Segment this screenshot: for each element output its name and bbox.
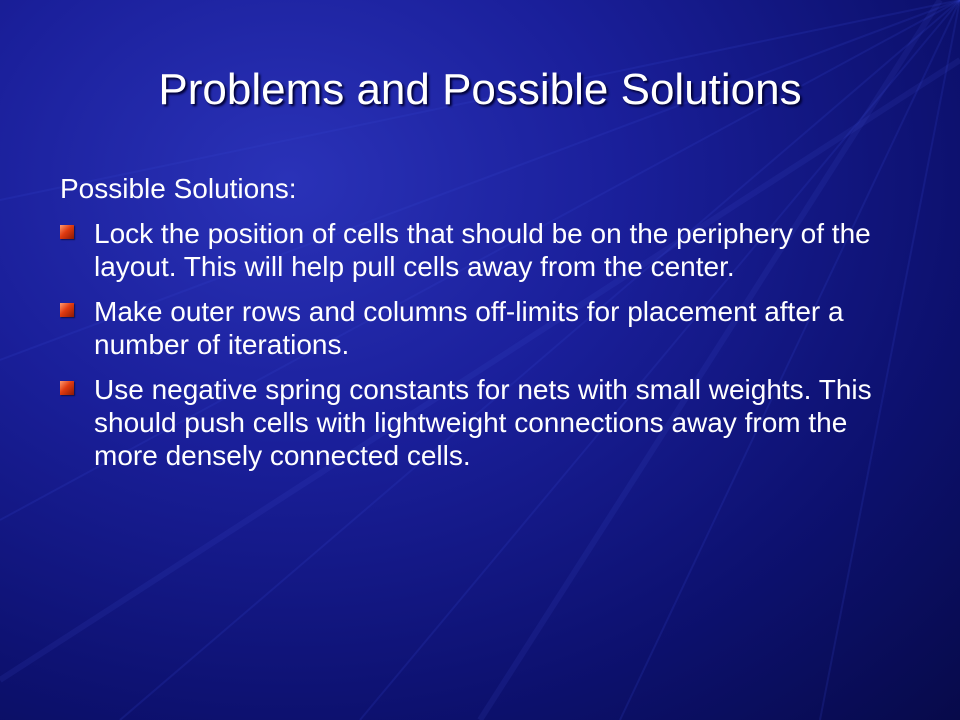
list-item — [60, 373, 880, 472]
square-bullet-icon — [60, 381, 74, 395]
slide-title: Problems and Possible Solutions — [158, 65, 802, 114]
list-item — [60, 217, 880, 283]
slide-body — [60, 172, 880, 484]
subheading: Possible Solutions: — [60, 173, 297, 204]
bullet-text: Make outer rows and columns off-limits for placement after a number of iterations. — [94, 296, 844, 360]
bullet-text: Lock the position of cells that should be on the periphery of the layout. This will help pull cells away from the center. — [94, 218, 871, 282]
bullet-list — [60, 217, 880, 472]
list-item — [60, 295, 880, 361]
square-bullet-icon — [60, 303, 74, 317]
square-bullet-icon — [60, 225, 74, 239]
bullet-text: Use negative spring constants for nets with small weights. This should push cells with lightweight connections away from the more densely connected cells. — [94, 374, 872, 471]
